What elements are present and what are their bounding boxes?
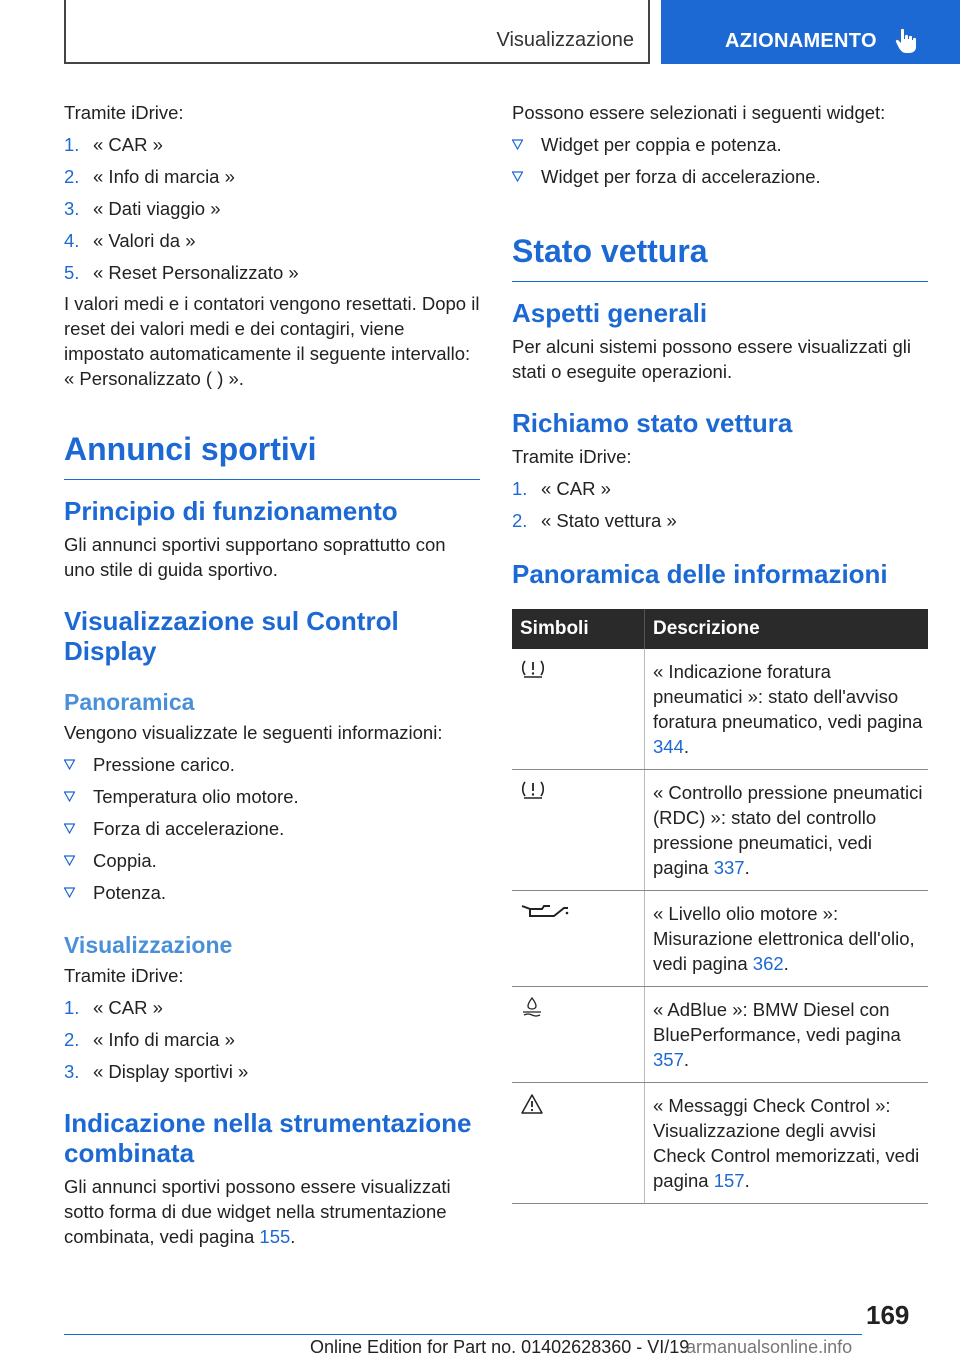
list-item: 2. « Stato vettura » [512,510,677,531]
widgets-list [512,132,928,189]
panoramica-paragraph: Vengono visualizzate le seguenti informazioni: [64,722,443,743]
list-item: Pressione carico. [64,752,480,777]
page-link[interactable]: 362 [752,953,784,974]
oil-can-icon [520,901,570,921]
adblue-icon [520,997,544,1019]
table-header-row [512,609,928,649]
left-column [64,100,480,1249]
warning-triangle-icon [520,1093,544,1115]
heading-visualizzazione: Visualizzazione [64,932,233,958]
list-item: 2. « Info di marcia » [64,1029,235,1050]
info-table [512,609,928,1204]
list-item: Temperatura olio motore. [64,784,480,809]
table-row: « Indicazione foratura pneumatici »: stato dell'avviso foratura pneumatico, vedi pagina 344. [512,649,928,770]
table-row: « AdBlue »: BMW Diesel con BluePerformance, vedi pagina 357. [512,987,928,1083]
bullet-triangle-icon [64,816,93,841]
bullet-triangle-icon [64,880,93,905]
steps-list-stato [512,476,928,533]
aspetti-paragraph: Per alcuni sistemi possono essere visualizzati gli stati o eseguite operazioni. [512,336,911,382]
bullet-triangle-icon [512,164,541,189]
list-item: 1. « CAR » [64,134,163,155]
steps-list-reset [64,132,480,285]
principio-paragraph: Gli annunci sportivi supportano soprattutto con uno stile di guida sportivo. [64,534,446,580]
tire-pressure-warning-icon [520,659,546,679]
list-item: Widget per coppia e potenza. [512,132,928,157]
bullet-triangle-icon [64,784,93,809]
bullet-triangle-icon [64,848,93,873]
footer-edition: Online Edition for Part no. 01402628360 - VI/19 [310,1337,690,1357]
page-link[interactable]: 344 [653,736,684,757]
table-row: « Controllo pressione pneumatici (RDC) »: stato del controllo pressione pneumatici, vedi pagina 337. [512,770,928,891]
header-chapter-tab[interactable] [661,0,960,64]
steps-list-display [64,995,480,1084]
footer-divider [64,1334,862,1335]
page-link[interactable]: 155 [259,1226,291,1247]
richiamo-intro: Tramite iDrive: [512,446,632,467]
idrive-intro: Tramite iDrive: [64,102,184,123]
tire-pressure-warning-icon [520,780,546,800]
header-section-box [64,0,650,64]
section-title-stato-vettura: Stato vettura [512,231,928,282]
footer-watermark: armanualsonline.info [686,1337,853,1357]
col-header-description: Descrizione [645,609,929,649]
bullet-triangle-icon [64,752,93,777]
heading-panoramica-info: Panoramica delle informazioni [512,559,888,589]
list-item: 5. « Reset Personalizzato » [64,262,299,283]
list-item: 3. « Display sportivi » [64,1061,249,1082]
list-item: Potenza. [64,880,480,905]
section-title-annunci: Annunci sportivi [64,429,480,480]
page-link[interactable]: 157 [713,1170,745,1191]
list-item: 1. « CAR » [512,478,611,499]
indicazione-paragraph: Gli annunci sportivi possono essere visualizzati sotto forma di due widget nella strumentazione combinata, vedi pagina 155. [64,1176,451,1247]
heading-visual-control-display: Visualizzazione sul Control Display [64,606,399,666]
header-section-label: Visualizzazione [496,29,634,51]
heading-panoramica: Panoramica [64,689,195,715]
col-header-symbols: Simboli [512,609,645,649]
bullet-triangle-icon [512,132,541,157]
list-item: 4. « Valori da » [64,230,196,251]
heading-principio: Principio di funzionamento [64,496,398,526]
list-item: 3. « Dati viaggio » [64,198,221,219]
right-column [512,100,928,1204]
visual-intro: Tramite iDrive: [64,965,184,986]
header-chapter-label: AZIONAMENTO [725,30,877,52]
page-link[interactable]: 357 [653,1049,684,1070]
table-row: « Messaggi Check Control »: Visualizzazione degli avvisi Check Control memorizzati, vedi pagina 157. [512,1083,928,1204]
heading-aspetti: Aspetti generali [512,298,708,328]
widgets-intro: Possono essere selezionati i seguenti widget: [512,102,886,123]
info-bullet-list [64,752,480,905]
list-item: 2. « Info di marcia » [64,166,235,187]
heading-indicazione: Indicazione nella strumentazione combinata [64,1108,472,1168]
table-row: « Livello olio motore »: Misurazione elettronica dell'olio, vedi pagina 362. [512,891,928,987]
hand-pointer-icon [895,28,919,54]
list-item: 1. « CAR » [64,997,163,1018]
page-link[interactable]: 337 [713,857,745,878]
list-item: Forza di accelerazione. [64,816,480,841]
reset-paragraph: I valori medi e i contatori vengono resettati. Dopo il reset dei valori medi e dei contagiri, viene impostato automaticamente il seguente intervallo: « Personalizzato ( ) ». [64,293,480,389]
page-number: 169 [866,1300,910,1330]
heading-richiamo: Richiamo stato vettura [512,408,793,438]
list-item: Widget per forza di accelerazione. [512,164,928,189]
list-item: Coppia. [64,848,480,873]
